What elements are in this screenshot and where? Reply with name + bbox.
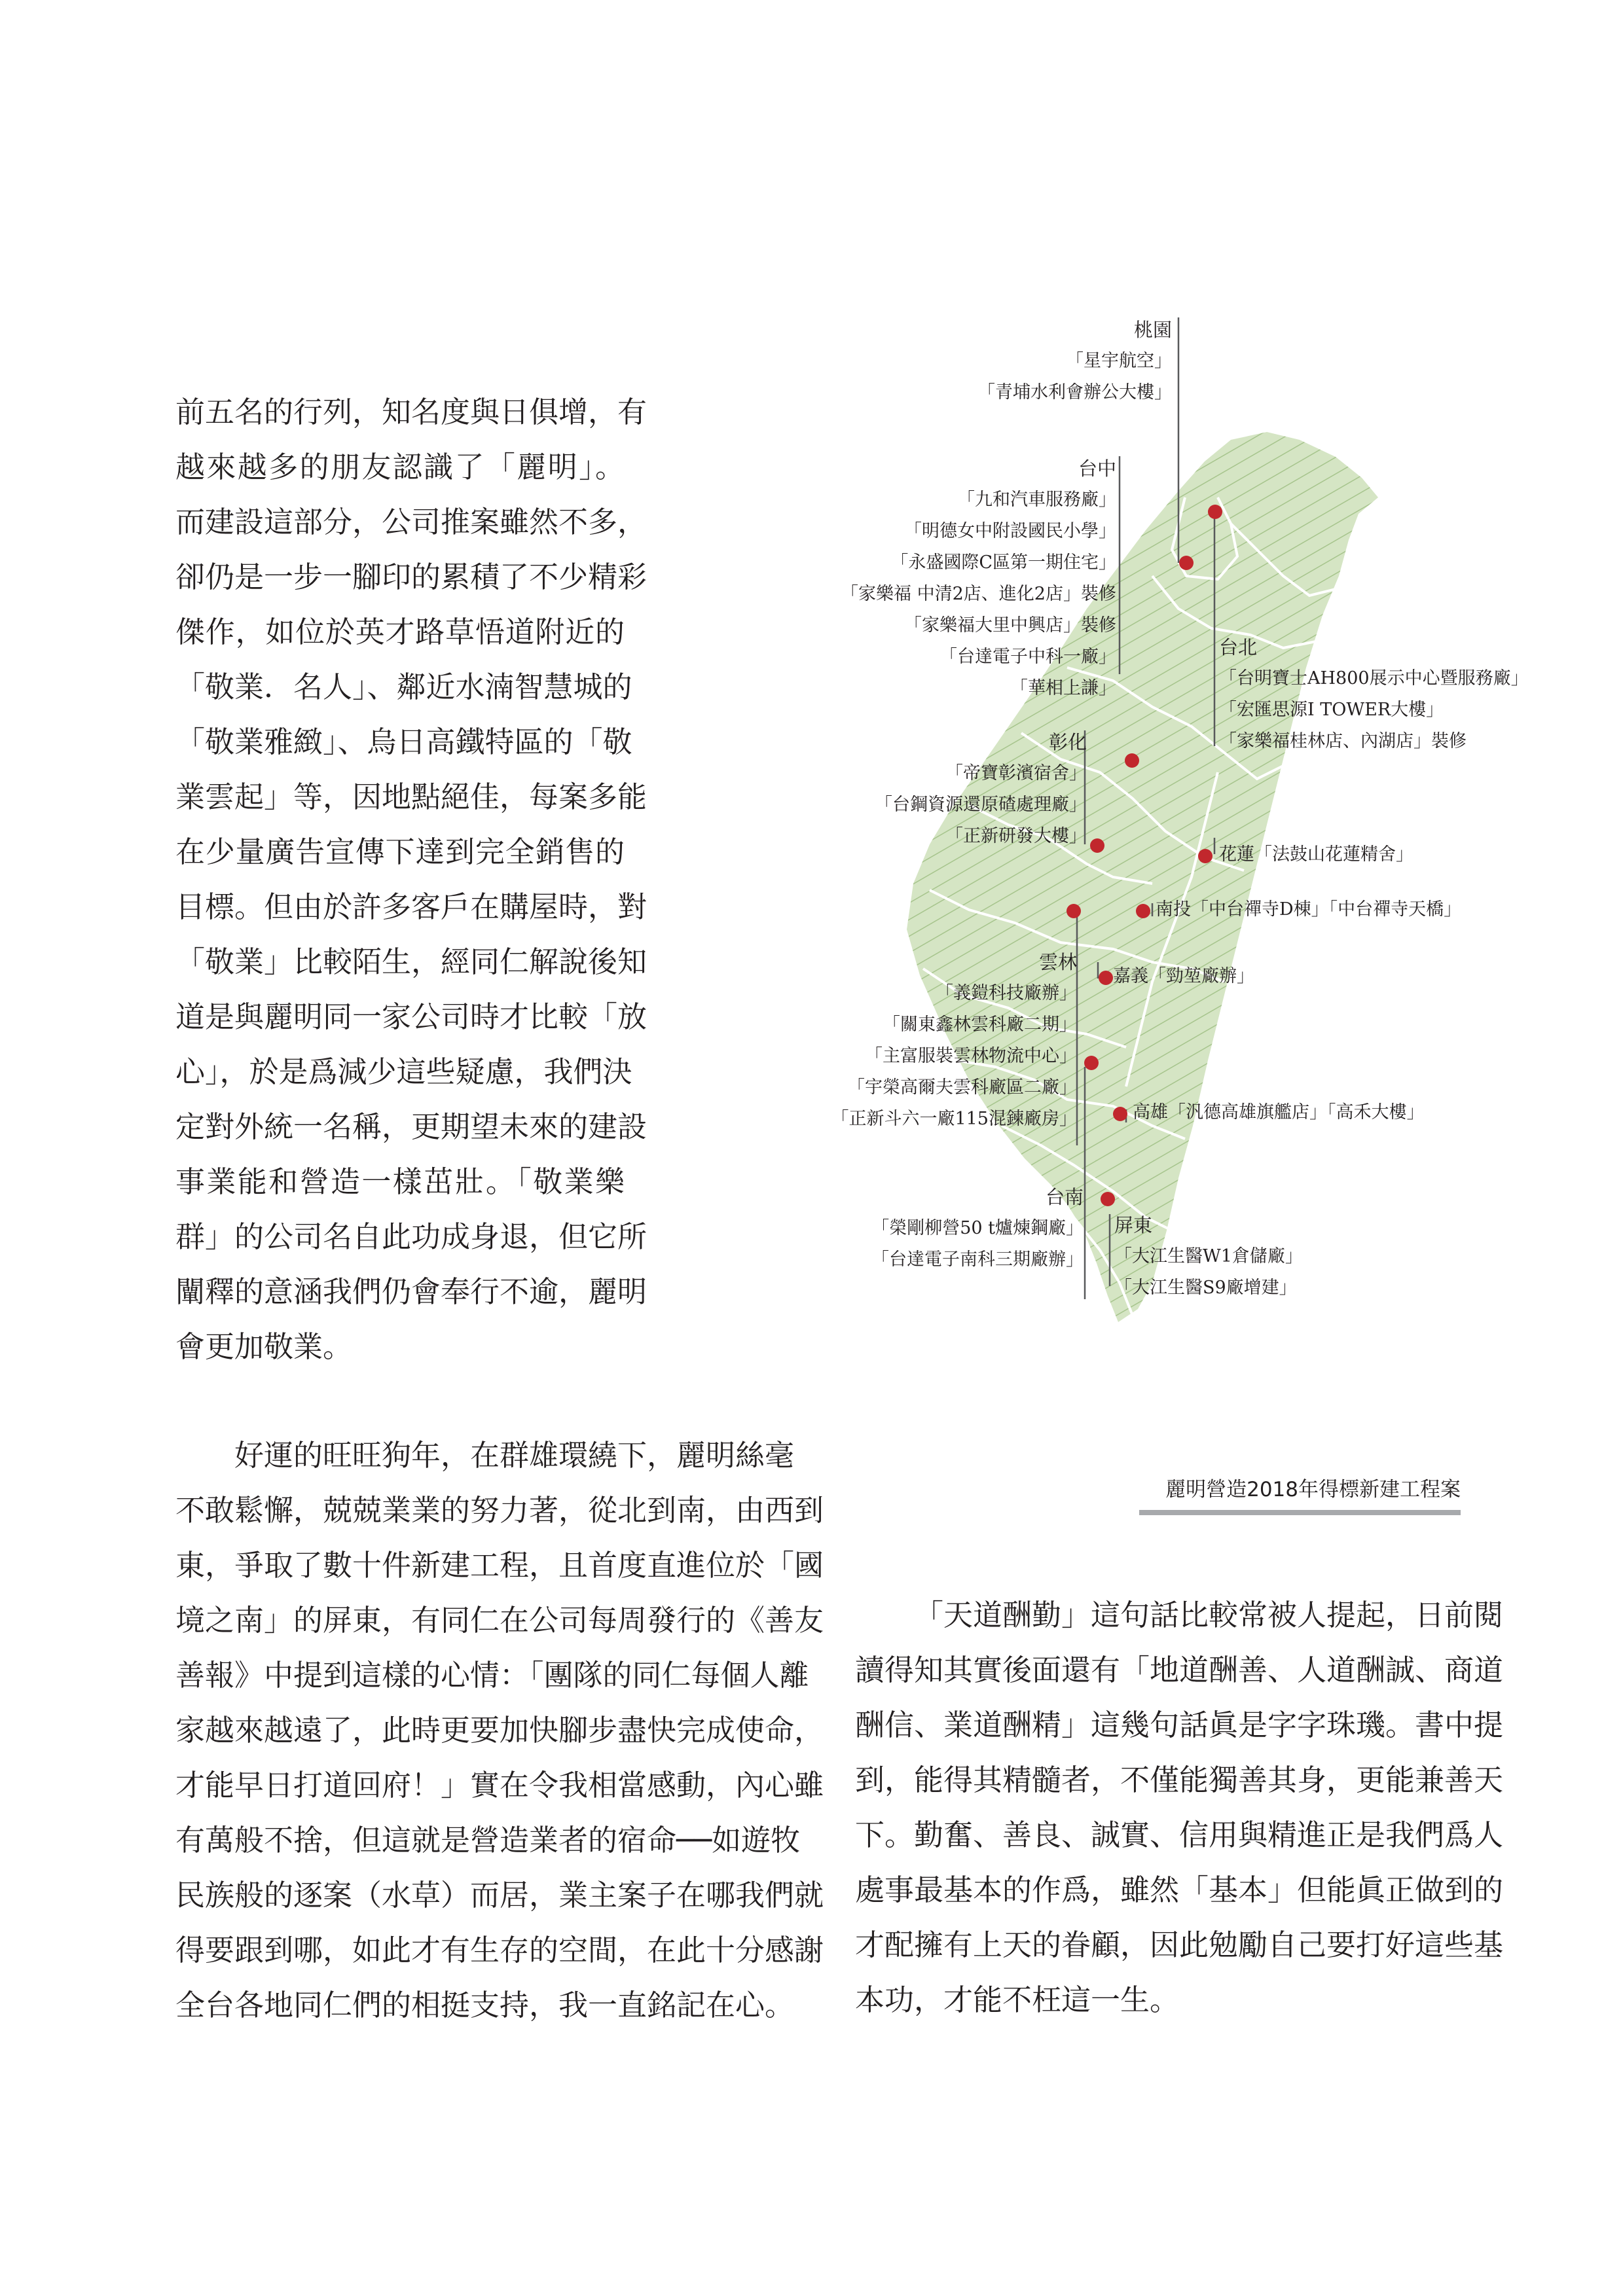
text-line: 家越來越遠了，此時更要加快腳步盡快完成使命， bbox=[175, 1713, 824, 1748]
text-line: 越來越多的朋友認識了「麗明」。 bbox=[175, 450, 625, 484]
label-yunlin bbox=[831, 946, 1077, 1135]
paragraph-left-bottom bbox=[175, 1428, 824, 2033]
label-taoyuan bbox=[977, 314, 1172, 408]
map-caption: 麗明營造2018年得標新建工程案 bbox=[1165, 1478, 1461, 1501]
text-line: 道是與麗明同一家公司時才比較「放 bbox=[175, 999, 647, 1034]
label-taichung bbox=[841, 453, 1116, 704]
text-line: 心」，於是爲減少這些疑慮，我們決 bbox=[175, 1054, 632, 1089]
map-caption-block bbox=[1139, 1473, 1461, 1515]
text-line: 善報》中提到這樣的心情：「團隊的同仁每個人離 bbox=[175, 1658, 809, 1693]
project-item: 「帝寶彰濱宿舍」 bbox=[945, 763, 1087, 783]
project-item: 「榮剛柳營50 t爐煉鋼廠」 bbox=[871, 1218, 1084, 1238]
text-line: 目標。但由於許多客戶在購屋時，對 bbox=[175, 889, 647, 924]
article-left-bottom bbox=[175, 1428, 824, 2033]
text-line: 會更加敬業。 bbox=[175, 1329, 353, 1364]
text-line: 而建設這部分，公司推案雖然不多， bbox=[175, 505, 647, 539]
marker-pingtung bbox=[1101, 1192, 1115, 1206]
caption-rule bbox=[1139, 1510, 1461, 1515]
project-item: 「台鋼資源還原碴處理廠」 bbox=[875, 795, 1087, 815]
text-line: 東，爭取了數十件新建工程，且首度直進位於「國 bbox=[175, 1548, 824, 1583]
text-line: 「敬業」比較陌生，經同仁解說後知 bbox=[175, 944, 647, 979]
project-item: 「主富服裝雲林物流中心」 bbox=[865, 1046, 1077, 1066]
chiayi-projects: 嘉義「勁堃廠辦」 bbox=[1113, 966, 1254, 986]
label-changhua bbox=[875, 726, 1087, 852]
text-line: 全台各地同仁們的相挺支持，我一直銘記在心。 bbox=[175, 1988, 795, 2022]
project-item: 「大江生醫S9廠增建」 bbox=[1114, 1278, 1297, 1298]
project-item: 「九和汽車服務廠」 bbox=[957, 490, 1116, 510]
project-item: 「台達電子中科一廠」 bbox=[939, 647, 1116, 667]
text-line: 才能早日打道回府！」實在令我相當感動，內心雖 bbox=[175, 1768, 824, 1803]
project-item: 「家樂福 中清2店、進化2店」裝修 bbox=[841, 584, 1116, 604]
project-item: 「義鎧科技廠辦」 bbox=[936, 983, 1077, 1003]
marker-nantou bbox=[1136, 904, 1150, 918]
text-line: 不敢鬆懈，兢兢業業的努力著，從北到南，由西到 bbox=[175, 1493, 824, 1528]
text-line: 讀得知其實後面還有「地道酬善、人道酬誠、商道 bbox=[855, 1653, 1504, 1687]
text-line: 前五名的行列，知名度與日俱增，有 bbox=[175, 395, 647, 429]
project-item: 「明德女中附設國民小學」 bbox=[904, 521, 1116, 541]
text-line: 闡釋的意涵我們仍會奉行不逾，麗明 bbox=[175, 1274, 647, 1309]
project-item: 「永盛國際C區第一期住宅」 bbox=[890, 552, 1116, 573]
text-line: 「天道酬勤」這句話比較常被人提起，日前閱 bbox=[914, 1598, 1504, 1632]
marker-taipei bbox=[1208, 505, 1222, 519]
project-item: 「關東鑫林雲科廠二期」 bbox=[883, 1014, 1077, 1035]
project-item: 「家樂福桂林店、內湖店」裝修 bbox=[1219, 731, 1467, 751]
article-left-top bbox=[175, 385, 647, 1374]
article-right bbox=[855, 1588, 1504, 2028]
project-item: 「大江生醫W1倉儲廠」 bbox=[1114, 1246, 1303, 1266]
text-line: 有萬般不捨，但這就是營造業者的宿命──如遊牧 bbox=[175, 1823, 801, 1857]
region-name-changhua: 彰化 bbox=[1048, 731, 1087, 753]
project-item: 「家樂福大里中興店」裝修 bbox=[904, 615, 1116, 636]
taiwan-project-map bbox=[655, 301, 1584, 1492]
marker-yunlin bbox=[1067, 904, 1081, 918]
region-name-taoyuan: 桃園 bbox=[1133, 319, 1172, 341]
text-line: 到，能得其精髓者，不僅能獨善其身，更能兼善天 bbox=[855, 1763, 1504, 1797]
text-line: 「敬業雅緻」、烏日高鐵特區的「敬 bbox=[175, 725, 632, 759]
kaohsiung-projects: 高雄「汎德高雄旗艦店」「高禾大樓」 bbox=[1133, 1102, 1425, 1122]
text-line: 定對外統一名稱，更期望未來的建設 bbox=[175, 1109, 647, 1144]
text-line: 好運的旺旺狗年，在群雄環繞下，麗明絲毫 bbox=[234, 1438, 795, 1473]
marker-tainan bbox=[1084, 1056, 1099, 1070]
label-hualien bbox=[1219, 839, 1413, 870]
text-line: 得要跟到哪，如此才有生存的空間，在此十分感謝 bbox=[175, 1933, 824, 1967]
hualien-projects: 花蓮「法鼓山花蓮精舍」 bbox=[1219, 844, 1413, 865]
text-line: 下。勤奮、善良、誠實、信用與精進正是我們爲人 bbox=[855, 1818, 1504, 1852]
region-name-tainan: 台南 bbox=[1045, 1186, 1084, 1208]
project-item: 「宇榮高爾夫雲科廠區二廠」 bbox=[847, 1077, 1077, 1098]
marker-hualien bbox=[1198, 849, 1213, 863]
project-item: 「華相上謙」 bbox=[1010, 678, 1116, 698]
text-line: 民族般的逐案（水草）而居，業主案子在哪我們就 bbox=[175, 1878, 824, 1912]
text-line: 「敬業．名人」、鄰近水湳智慧城的 bbox=[175, 670, 632, 704]
text-line: 境之南」的屏東，有同仁在公司每周發行的《善友 bbox=[175, 1603, 824, 1638]
text-line: 在少量廣告宣傳下達到完全銷售的 bbox=[175, 834, 625, 869]
project-item: 「青埔水利會辦公大樓」 bbox=[977, 382, 1172, 403]
marker-taichung bbox=[1125, 753, 1139, 768]
text-line: 業雲起」等，因地點絕佳，每案多能 bbox=[175, 780, 647, 814]
region-name-taichung: 台中 bbox=[1078, 457, 1116, 480]
region-name-yunlin: 雲林 bbox=[1038, 951, 1077, 973]
nantou-projects: 南投「中台禪寺D棟」「中台禪寺天橋」 bbox=[1156, 899, 1462, 920]
project-item: 「台達電子南科三期廠辦」 bbox=[871, 1249, 1084, 1270]
text-line: 本功，才能不枉這一生。 bbox=[855, 1982, 1180, 2017]
region-name-taipei: 台北 bbox=[1219, 636, 1258, 658]
project-item: 「正新斗六一廠115混鍊廠房」 bbox=[831, 1109, 1077, 1129]
project-item: 「正新研發大樓」 bbox=[945, 826, 1087, 846]
project-item: 「宏匯思源I TOWER大樓」 bbox=[1219, 700, 1444, 720]
project-item: 「台明寶士AH800展示中心暨服務廠」 bbox=[1219, 668, 1529, 689]
marker-kaohsiung bbox=[1113, 1107, 1127, 1121]
text-line: 傑作，如位於英才路草悟道附近的 bbox=[175, 615, 625, 649]
paragraph-right bbox=[855, 1588, 1504, 2028]
label-tainan bbox=[871, 1181, 1084, 1276]
label-taipei bbox=[1219, 632, 1529, 757]
label-kaohsiung bbox=[1133, 1097, 1425, 1128]
marker-chiayi bbox=[1099, 971, 1113, 985]
text-line: 卻仍是一步一腳印的累積了不少精彩 bbox=[175, 560, 647, 594]
label-nantou bbox=[1156, 894, 1461, 925]
text-line: 事業能和營造一樣茁壯。「敬業樂 bbox=[175, 1164, 625, 1199]
text-line: 處事最基本的作爲，雖然「基本」但能眞正做到的 bbox=[855, 1873, 1504, 1907]
text-line: 群」的公司名自此功成身退，但它所 bbox=[175, 1219, 647, 1254]
project-item: 「星宇航空」 bbox=[1066, 351, 1172, 371]
marker-changhua bbox=[1090, 838, 1104, 853]
text-line: 才配擁有上天的眷顧，因此勉勵自己要打好這些基 bbox=[855, 1928, 1504, 1962]
label-chiayi bbox=[1113, 961, 1254, 992]
paragraph-left-top bbox=[175, 385, 647, 1374]
text-line: 酬信、業道酬精」這幾句話眞是字字珠璣。書中提 bbox=[855, 1708, 1504, 1742]
label-pingtung bbox=[1114, 1210, 1303, 1304]
marker-taoyuan bbox=[1179, 556, 1194, 570]
region-name-pingtung: 屏東 bbox=[1114, 1214, 1153, 1236]
